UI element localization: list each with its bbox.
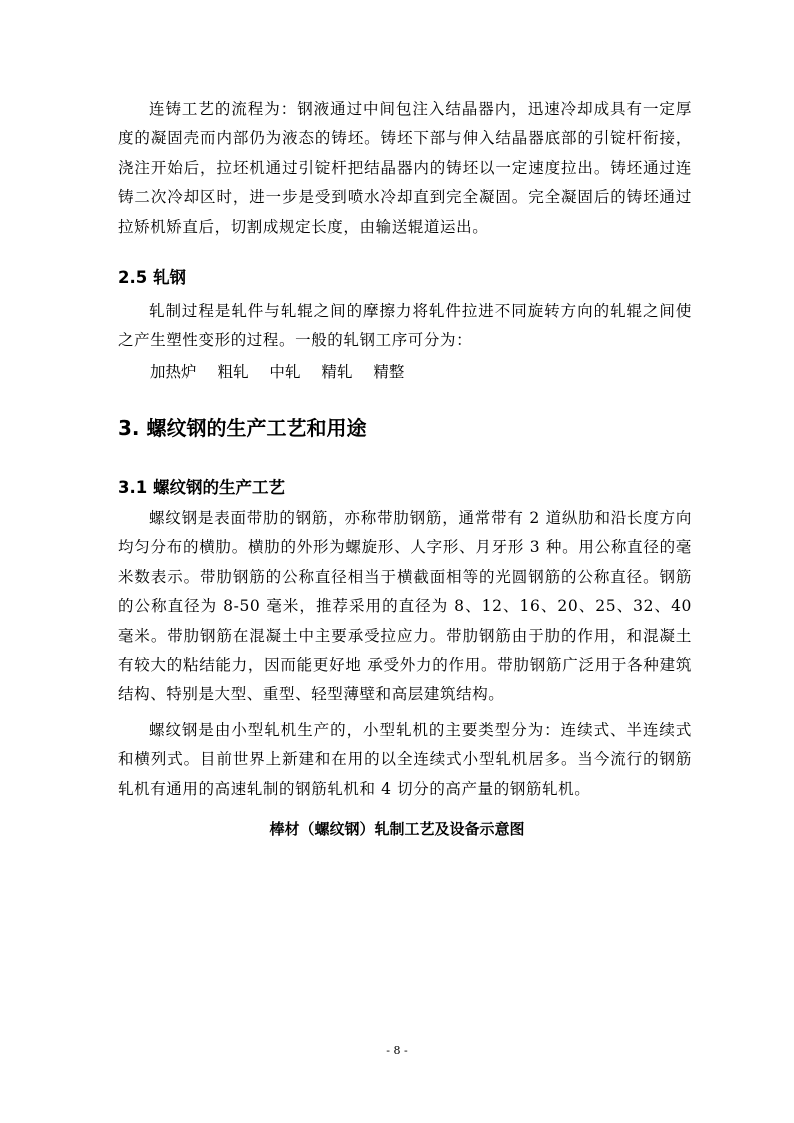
casting-paragraph: 连铸工艺的流程为：钢液通过中间包注入结晶器内，迅速冷却成具有一定厚度的凝固壳而内部仍为液态的铸坯。铸坯下部与伸入结晶器底部的引锭杆衔接，浇注开始后，拉坯机通过引锭杆把结晶器内的铸坯以一定速度拉出。铸坯通过连铸二次冷却区时，进一步是受到喷水冷却直到完全凝固。完全凝固后的铸坯通过拉矫机矫直后，切割成规定长度，由输送辊道运出。 <box>118 100 692 236</box>
figure-caption: 棒材（螺纹钢）轧制工艺及设备示意图 <box>269 820 525 838</box>
step-item: 精轧 <box>321 363 353 381</box>
rebar-paragraph-2: 螺纹钢是由小型轧机生产的，小型轧机的主要类型分为：连续式、半连续式和横列式。目前世界上新建和在用的以全连续式小型轧机居多。当今流行的钢筋轧机有通用的高速轧制的钢筋轧机和 4 切分的高产量的钢筋轧机。 <box>118 721 692 798</box>
step-item: 精整 <box>373 363 405 381</box>
step-item: 中轧 <box>269 363 301 381</box>
rolling-paragraph: 轧制过程是轧件与轧辊之间的摩擦力将轧件拉进不同旋转方向的轧辊之间使之产生塑性变形的过程。一般的轧钢工序可分为： <box>118 302 692 350</box>
section-2-5-heading: 2.5 轧钢 <box>118 268 186 287</box>
step-item: 加热炉 <box>150 363 197 381</box>
section-3-1-heading: 3.1 螺纹钢的生产工艺 <box>118 478 285 497</box>
chapter-3-heading: 3. 螺纹钢的生产工艺和用途 <box>118 416 367 440</box>
rebar-paragraph-1: 螺纹钢是表面带肋的钢筋，亦称带肋钢筋，通常带有 2 道纵肋和沿长度方向均匀分布的横肋。横肋的外形为螺旋形、人字形、月牙形 3 种。用公称直径的毫米数表示。带肋钢筋的公称直径相当于横截面相等的光圆钢筋的公称直径。钢筋的公称直径为 8-50 毫米，推荐采用的直径为 8、12、16、20、25、32、40 毫米。带肋钢筋在混凝土中主要承受拉应力。带肋钢筋由于肋的作用，和混凝土有较大的粘结能力，因而能更好地 承受外力的作用。带肋钢筋广泛用于各种建筑结构、特别是大型、重型、轻型薄壁和高层建筑结构。 <box>118 509 692 704</box>
step-item: 粗轧 <box>217 363 249 381</box>
page-number: - 8 - <box>386 1044 408 1057</box>
rolling-steps <box>150 358 420 386</box>
